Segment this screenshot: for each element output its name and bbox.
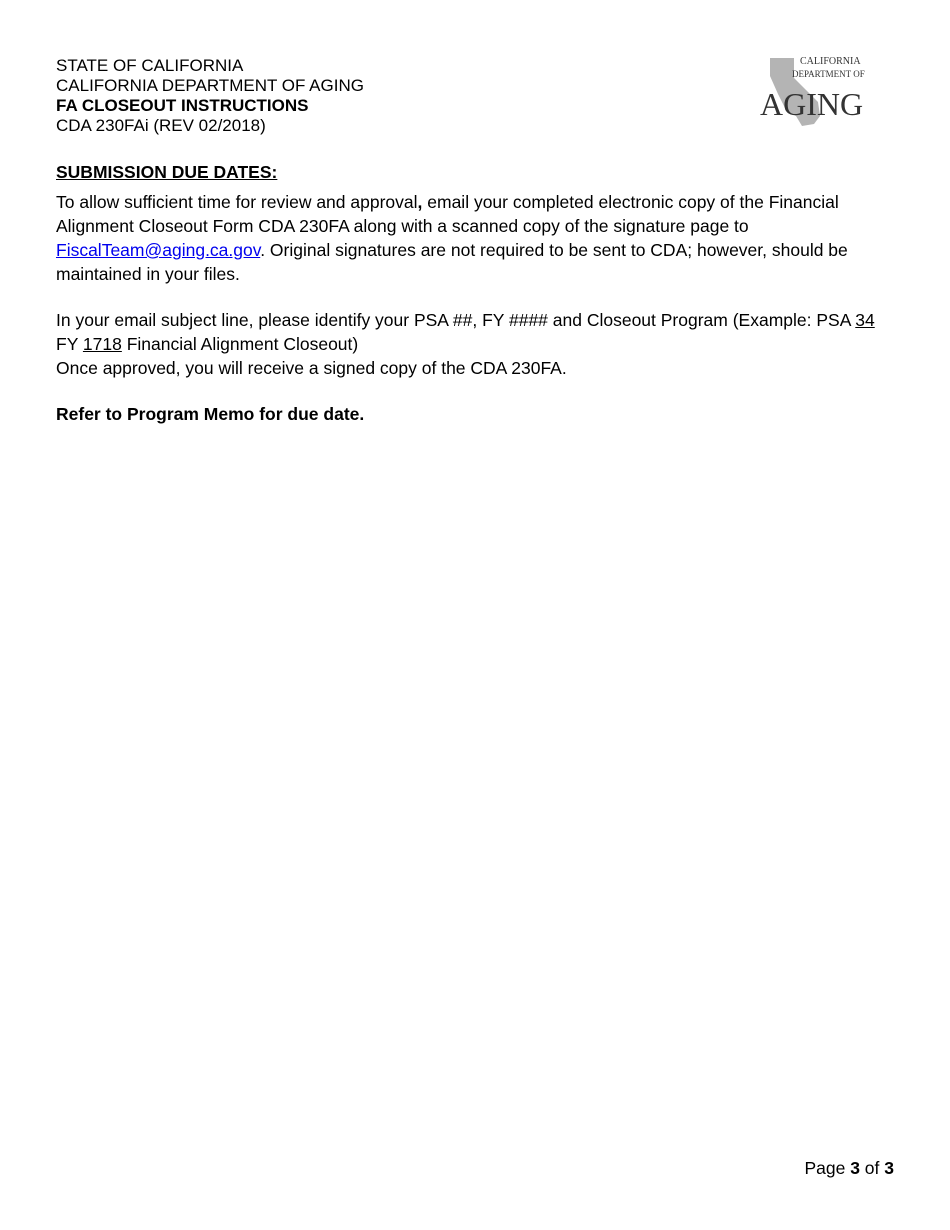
cda-logo [756, 54, 886, 130]
email-link[interactable]: FiscalTeam@aging.ca.gov [56, 240, 261, 260]
due-date-note: Refer to Program Memo for due date. [56, 404, 365, 424]
document-body [56, 160, 896, 426]
header-state: STATE OF CALIFORNIA [56, 56, 244, 75]
section-heading: SUBMISSION DUE DATES: [56, 162, 278, 182]
logo-text-california: CALIFORNIA [800, 56, 861, 67]
header-form-number: CDA 230FAi (REV 02/2018) [56, 116, 266, 135]
paragraph-subject-line: In your email subject line, please identify your PSA ##, FY #### and Closeout Program (Example: PSA 34 FY 1718 Financial Alignment Closeout) Once approved, you will receive a signed copy of the CDA 230FA. [56, 310, 875, 378]
logo-text-aging: AGING [760, 86, 864, 122]
paragraph-submission: To allow sufficient time for review and approval, email your completed electronic copy of the Financial Alignment Closeout Form CDA 230FA along with a scanned copy of the signature page to FiscalTeam@aging.ca.gov. Original signatures are not required to be sent to CDA; however, should be maintained in your files. [56, 192, 848, 284]
document-header [56, 56, 364, 136]
page-number: Page 3 of 3 [804, 1158, 894, 1178]
header-department: CALIFORNIA DEPARTMENT OF AGING [56, 76, 364, 95]
header-title: FA CLOSEOUT INSTRUCTIONS [56, 96, 309, 115]
logo-text-department: DEPARTMENT OF [792, 69, 865, 79]
